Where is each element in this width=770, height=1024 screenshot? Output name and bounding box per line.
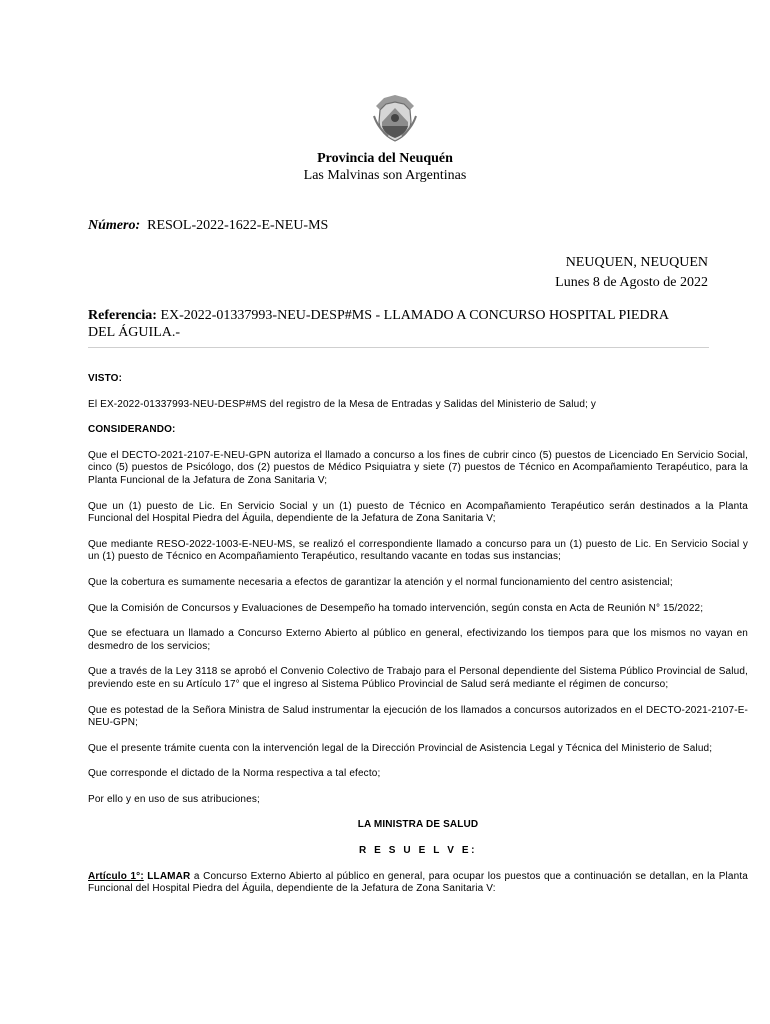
numero-label: Número:: [88, 218, 141, 233]
referencia-label: Referencia:: [88, 308, 157, 323]
considerando-paragraph: Que un (1) puesto de Lic. En Servicio Social y un (1) puesto de Técnico en Acompañamiento Terapéutico serán destinados a la Planta Funcional del Hospital Piedra del Águila, dependiente de la Jefatura de Zona Sanitaria V;: [88, 500, 748, 525]
considerando-paragraph: Que la Comisión de Concursos y Evaluaciones de Desempeño ha tomado intervención, según consta en Acta de Reunión N° 15/2022;: [88, 602, 704, 614]
divider: [88, 347, 709, 348]
place: NEUQUEN, NEUQUEN: [565, 255, 708, 270]
neuquen-coat-of-arms-icon: [370, 92, 420, 144]
authority-heading: LA MINISTRA DE SALUD: [357, 819, 479, 831]
resolution-number: [88, 218, 328, 234]
referencia: [88, 307, 688, 341]
considerando-paragraph: Que se efectuara un llamado a Concurso Externo Abierto al público en general, efectivizando los tiempos para que los mismos no vayan en desmedro de los servicios;: [88, 628, 748, 652]
resuelve-heading: R E S U E L V E:: [358, 845, 478, 857]
considerando-paragraph: Que el presente trámite cuenta con la intervención legal de la Dirección Provincial de Asistencia Legal y Técnica del Ministerio de Salud;: [88, 742, 713, 754]
document-body: [88, 373, 748, 909]
date: Lunes 8 de Agosto de 2022: [555, 275, 708, 290]
articulo-1-text: a Concurso Externo Abierto al público en general, para ocupar los puestos que a continuación se detallan, en la Planta Funcional del Hospital Piedra del Águila, dependiente de la Jefatura de Zona Sanitaria V:: [88, 870, 748, 895]
articulo-1-verb: LLAMAR: [147, 870, 191, 882]
visto-text: El EX-2022-01337993-NEU-DESP#MS del registro de la Mesa de Entradas y Salidas del Ministerio de Salud; y: [88, 398, 597, 410]
visto-heading: VISTO:: [88, 373, 123, 384]
considerando-paragraph: Que a través de la Ley 3118 se aprobó el Convenio Colectivo de Trabajo para el Personal dependiente del Sistema Público Provincial de Salud, previendo este en su Artículo 17° que el ingreso al Sistema Público Provincial de Salud será mediante el régimen de concurso;: [88, 666, 748, 690]
considerando-paragraph: Que corresponde el dictado de la Norma respectiva a tal efecto;: [88, 768, 381, 780]
considerando-paragraph: Que es potestad de la Señora Ministra de Salud instrumentar la ejecución de los llamados a concursos autorizados en el DECTO-2021-2107-E-NEU-GPN;: [88, 704, 748, 729]
considerando-heading: CONSIDERANDO:: [88, 424, 176, 436]
considerando-paragraph: Que mediante RESO-2022-1003-E-NEU-MS, se realizó el correspondiente llamado a concurso para un (1) puesto de Lic. En Servicio Social y un (1) puesto de Técnico en Acompañamiento Terapéutico, resultando vacante en todas sus instancias;: [88, 538, 748, 563]
articulo-1: [88, 871, 748, 896]
considerando-paragraph: Por ello y en uso de sus atribuciones;: [88, 793, 260, 805]
numero-value: RESOL-2022-1622-E-NEU-MS: [147, 218, 329, 233]
motto: Las Malvinas son Argentinas: [303, 168, 467, 183]
province-name: Provincia del Neuquén: [317, 151, 453, 166]
articulo-1-label: Artículo 1°:: [88, 870, 144, 882]
considerando-paragraph: Que el DECTO-2021-2107-E-NEU-GPN autoriza el llamado a concurso a los fines de cubrir cinco (5) puestos de Licenciado En Servicio Social, cinco (5) puestos de Psicólogo, dos (2) puestos de Médico Psiquiatra y siete (7) puestos de Técnico en Acompañamiento Terapéutico, para la Planta Funcional de la Jefatura de Zona Sanitaria V;: [88, 449, 748, 486]
referencia-value: EX-2022-01337993-NEU-DESP#MS - LLAMADO A CONCURSO HOSPITAL PIEDRA DEL ÁGUILA.-: [88, 308, 669, 340]
considerando-paragraph: Que la cobertura es sumamente necesaria a efectos de garantizar la atención y el normal funcionamiento del centro asistencial;: [88, 576, 673, 588]
